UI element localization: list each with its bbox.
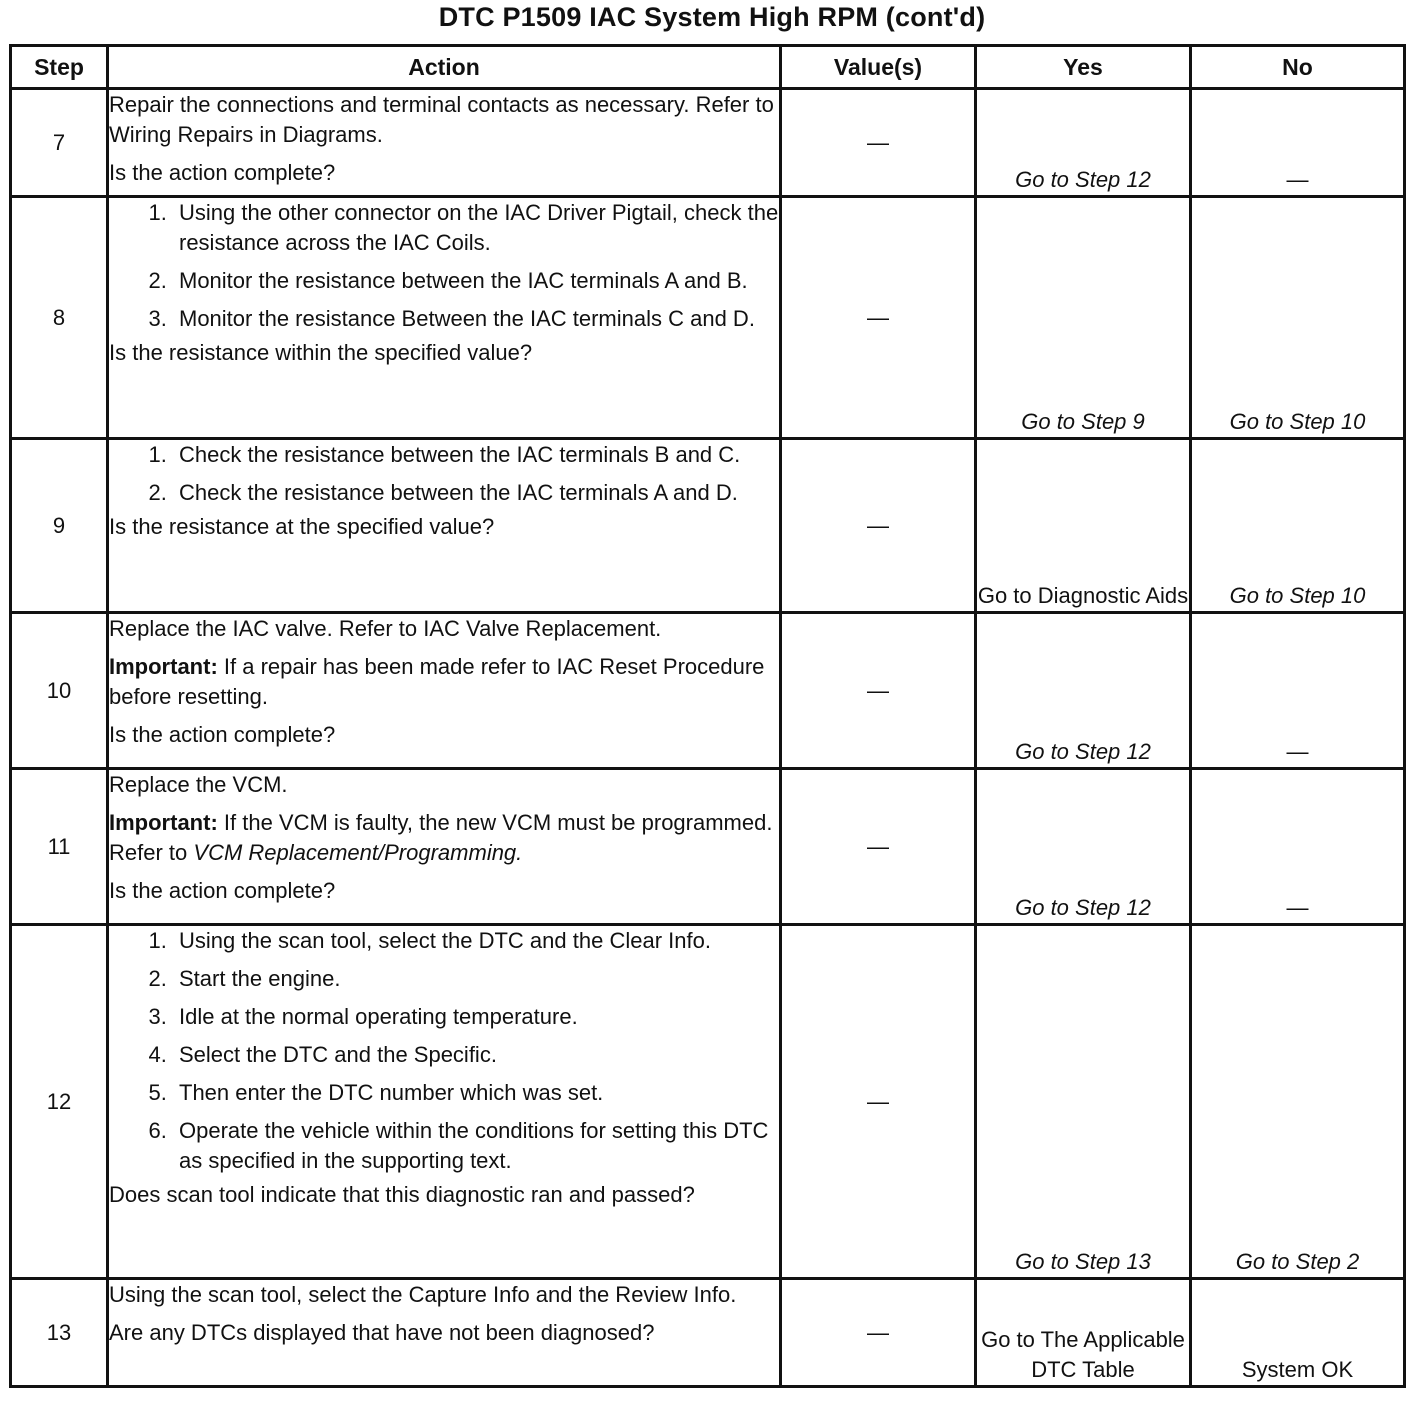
action-question: Is the action complete? — [109, 878, 336, 903]
list-item: 1. Check the resistance between the IAC terminals B and C. — [173, 440, 779, 470]
list-item: 1. Using the scan tool, select the DTC and the Clear Info. — [173, 926, 779, 956]
no-cell: Go to Step 2 — [1191, 925, 1405, 1279]
list-item: 3. Idle at the normal operating temperature. — [173, 1002, 779, 1032]
action-cell — [108, 1279, 781, 1387]
important-text: If the VCM is faulty, the new VCM must be programmed. Refer to — [109, 810, 773, 865]
step-number: 11 — [11, 769, 108, 925]
list-item: 3. Monitor the resistance Between the IAC terminals C and D. — [173, 304, 779, 334]
list-item: 5. Then enter the DTC number which was set. — [173, 1078, 779, 1108]
yes-cell: Go to The Applicable DTC Table — [976, 1279, 1191, 1387]
table-row — [11, 769, 1405, 925]
header-step: Step — [11, 46, 108, 89]
list-item: 2. Check the resistance between the IAC terminals A and D. — [173, 478, 779, 508]
no-cell: System OK — [1191, 1279, 1405, 1387]
list-item: 1. Using the other connector on the IAC Driver Pigtail, check the resistance across the IAC Coils. — [173, 198, 779, 258]
important-reference: VCM Replacement/Programming. — [193, 840, 523, 865]
action-list — [109, 198, 779, 334]
action-question: Is the resistance at the specified value? — [109, 514, 495, 539]
table-row — [11, 439, 1405, 613]
important-label: Important: — [109, 654, 218, 679]
list-item: 6. Operate the vehicle within the conditions for setting this DTC as specified in the supporting text. — [173, 1116, 779, 1176]
yes-cell: Go to Step 12 — [976, 89, 1191, 197]
step-number: 9 — [11, 439, 108, 613]
yes-cell: Go to Diagnostic Aids — [976, 439, 1191, 613]
action-text: Replace the VCM. — [109, 772, 288, 797]
action-question: Is the resistance within the specified value? — [109, 340, 533, 365]
important-label: Important: — [109, 810, 218, 835]
diagnostic-table — [9, 44, 1406, 1388]
action-cell — [108, 439, 781, 613]
step-number: 13 — [11, 1279, 108, 1387]
action-list — [109, 440, 779, 508]
header-values: Value(s) — [781, 46, 976, 89]
list-item: 2. Start the engine. — [173, 964, 779, 994]
action-question: Is the action complete? — [109, 160, 336, 185]
important-text: If a repair has been made refer to IAC Reset Procedure before resetting. — [109, 654, 765, 709]
value-cell: — — [781, 613, 976, 769]
action-text: Using the scan tool, select the Capture Info and the Review Info. — [109, 1282, 737, 1307]
action-list — [109, 926, 779, 1176]
header-action: Action — [108, 46, 781, 89]
header-no: No — [1191, 46, 1405, 89]
list-item: 2. Monitor the resistance between the IAC terminals A and B. — [173, 266, 779, 296]
yes-cell: Go to Step 12 — [976, 769, 1191, 925]
value-cell: — — [781, 89, 976, 197]
value-cell: — — [781, 1279, 976, 1387]
no-cell: Go to Step 10 — [1191, 439, 1405, 613]
action-question: Does scan tool indicate that this diagnostic ran and passed? — [109, 1182, 695, 1207]
value-cell: — — [781, 197, 976, 439]
header-yes: Yes — [976, 46, 1191, 89]
action-question: Are any DTCs displayed that have not been diagnosed? — [109, 1320, 655, 1345]
value-cell: — — [781, 439, 976, 613]
action-question: Is the action complete? — [109, 722, 336, 747]
important-note — [109, 808, 779, 868]
action-cell — [108, 197, 781, 439]
header-row — [11, 46, 1405, 89]
action-cell — [108, 925, 781, 1279]
action-cell — [108, 89, 781, 197]
page-title: DTC P1509 IAC System High RPM (cont'd) — [438, 2, 986, 32]
step-number: 12 — [11, 925, 108, 1279]
table-row — [11, 1279, 1405, 1387]
table-row — [11, 197, 1405, 439]
no-cell: Go to Step 10 — [1191, 197, 1405, 439]
table-row — [11, 925, 1405, 1279]
yes-cell: Go to Step 12 — [976, 613, 1191, 769]
value-cell: — — [781, 769, 976, 925]
list-item: 4. Select the DTC and the Specific. — [173, 1040, 779, 1070]
step-number: 10 — [11, 613, 108, 769]
action-cell — [108, 613, 781, 769]
no-cell: — — [1191, 89, 1405, 197]
value-cell: — — [781, 925, 976, 1279]
step-number: 8 — [11, 197, 108, 439]
important-note — [109, 652, 779, 712]
action-cell — [108, 769, 781, 925]
table-row — [11, 613, 1405, 769]
step-number: 7 — [11, 89, 108, 197]
yes-cell: Go to Step 13 — [976, 925, 1191, 1279]
action-text: Repair the connections and terminal contacts as necessary. Refer to Wiring Repairs in Diagrams. — [109, 92, 774, 147]
no-cell: — — [1191, 769, 1405, 925]
table-row — [11, 89, 1405, 197]
no-cell: — — [1191, 613, 1405, 769]
yes-cell: Go to Step 9 — [976, 197, 1191, 439]
action-text: Replace the IAC valve. Refer to IAC Valve Replacement. — [109, 616, 662, 641]
